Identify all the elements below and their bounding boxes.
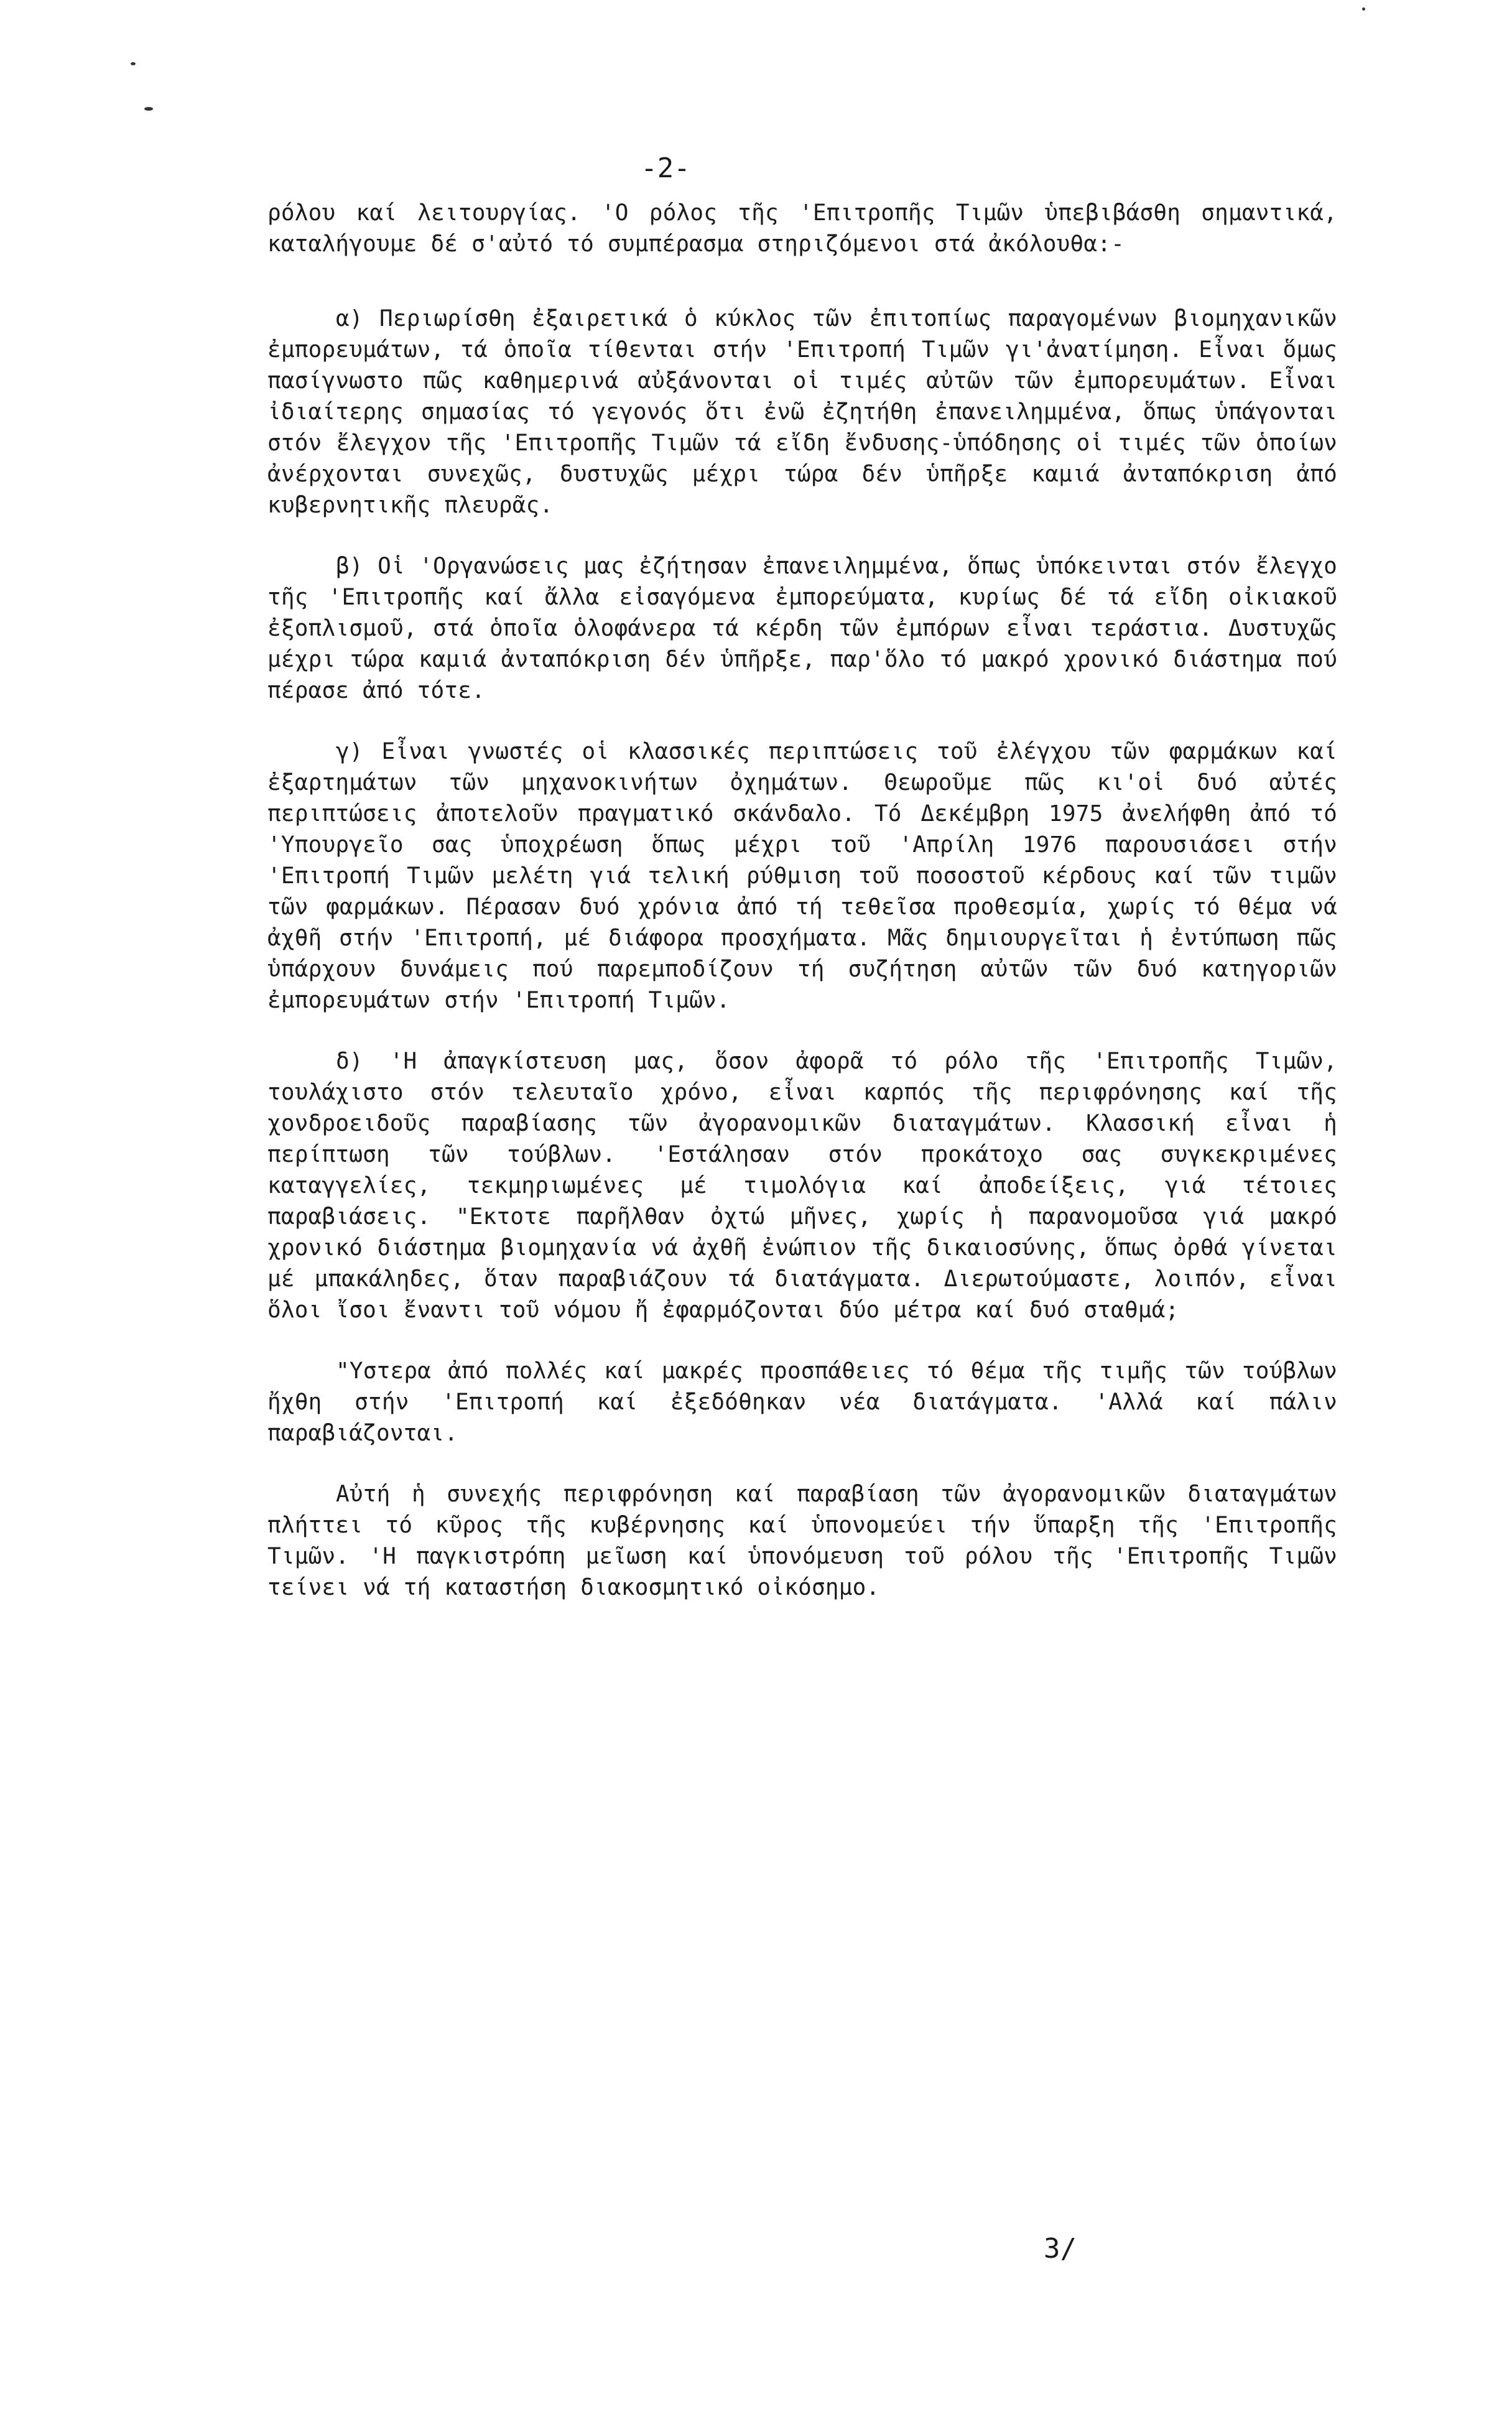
continuation-marker: 3/ bbox=[1044, 2233, 1077, 2265]
letter-body bbox=[267, 198, 1337, 1633]
scan-speck bbox=[131, 62, 136, 65]
paragraph-conclusion: Αὐτή ἡ συνεχής περιφρόνηση καί παραβίαση τῶν ἀγορανομικῶν διαταγμάτων πλήττει τό κῦρος τῆς κυβέρνησης καί ὑπονομεύει τήν ὕπαρξη τῆς 'Επιτροπῆς Τιμῶν. 'Η παγκιστρόπη μεῖωση καί ὑπονόμευση τοῦ ρόλου τῆς 'Επιτροπῆς Τιμῶν τείνει νά τή καταστήση διακοσμητικό οἰκόσημο. bbox=[267, 1482, 1337, 1600]
paragraph-d: δ) 'Η ἀπαγκίστευση μας, ὅσον ἀφορᾶ τό ρόλο τῆς 'Επιτροπῆς Τιμῶν, τουλάχιστο στόν τελευταῖο χρόνο, εἶναι καρπός τῆς περιφρόνησης καί τῆς χονδροειδοῦς παραβίασης τῶν ἀγορανομικῶν διαταγμάτων. Κλασσική εἶναι ἡ περίπτωση τῶν τούβλων. 'Εστάλησαν στόν προκάτοχο σας συγκεκριμένες καταγγελίες, τεκμηριωμένες μέ τιμολόγια καί ἀποδείξεις, γιά τέτοιες παραβιάσεις. "Εκτοτε παρῆλθαν ὀχτώ μῆνες, χωρίς ἡ παρανομοῦσα γιά μακρό χρονικό διάστημα βιομηχανία νά ἀχθῆ ἐνώπιον τῆς δικαιοσύνης, ὅπως ὀρθά γίνεται μέ μπακάληδες, ὅταν παραβιάζουν τά διατάγματα. Διερωτούμαστε, λοιπόν, εἶναι ὅλοι ἴσοι ἔναντι τοῦ νόμου ἤ ἐφαρμόζονται δύο μέτρα καί δυό σταθμά; bbox=[267, 1049, 1337, 1323]
paragraph-c: γ) Εἶναι γνωστές οἱ κλασσικές περιπτώσεις τοῦ ἐλέγχου τῶν φαρμάκων καί ἐξαρτημάτων τῶν μηχανοκινήτων ὀχημάτων. Θεωροῦμε πῶς κι'οἱ δυό αὐτές περιπτώσεις ἀποτελοῦν πραγματικό σκάνδαλο. Τό Δεκέμβρη 1975 ἀνελήφθη ἀπό τό 'Υπουργεῖο σας ὑποχρέωση ὅπως μέχρι τοῦ 'Απρίλη 1976 παρουσιάσει στήν 'Επιτροπή Τιμῶν μελέτη γιά τελική ρύθμιση τοῦ ποσοστοῦ κέρδους καί τῶν τιμῶν τῶν φαρμάκων. Πέρασαν δυό χρόνια ἀπό τή τεθεῖσα προθεσμία, χωρίς τό θέμα νά ἀχθῆ στήν 'Επιτροπή, μέ διάφορα προσχήματα. Μᾶς δημιουργεῖται ἡ ἐντύπωση πῶς ὑπάρχουν δυνάμεις πού παρεμποδίζουν τή συζήτηση αὐτῶν τῶν δυό κατηγοριῶν ἐμπορευμάτων στήν 'Επιτροπή Τιμῶν. bbox=[267, 739, 1337, 1013]
paragraph-bricks: "Υστερα ἀπό πολλές καί μακρές προσπάθειες τό θέμα τῆς τιμῆς τῶν τούβλων ἤχθη στήν 'Επιτροπή καί ἐξεδόθηκαν νέα διατάγματα. 'Αλλά καί πάλιν παραβιάζονται. bbox=[267, 1358, 1337, 1446]
page-number: -2- bbox=[641, 152, 690, 184]
paragraph-intro: ρόλου καί λειτουργίας. 'Ο ρόλος τῆς 'Επιτροπῆς Τιμῶν ὑπεβιβάσθη σημαντικά, καταλήγουμε δέ σ'αὐτό τό συμπέρασμα στηριζόμενοι στά ἀκόλουθα:- bbox=[267, 200, 1337, 257]
scan-speck bbox=[144, 107, 153, 111]
paragraph-b: β) Οἱ 'Οργανώσεις μας ἐζήτησαν ἐπανειλημμένα, ὅπως ὑπόκεινται στόν ἔλεγχο τῆς 'Επιτροπῆς καί ἄλλα εἰσαγόμενα ἐμπορεύματα, κυρίως δέ τά εἴδη οἰκιακοῦ ἐξοπλισμοῦ, στά ὁποῖα ὁλοφάνερα τά κέρδη τῶν ἐμπόρων εἶναι τεράστια. Δυστυχῶς μέχρι τώρα καμιά ἀνταπόκριση δέν ὑπῆρξε, παρ'ὅλο τό μακρό χρονικό διάστημα πού πέρασε ἀπό τότε. bbox=[267, 554, 1337, 703]
paragraph-a: α) Περιωρίσθη ἐξαιρετικά ὁ κύκλος τῶν ἐπιτοπίως παραγομένων βιομηχανικῶν ἐμπορευμάτων, τά ὁποῖα τίθενται στήν 'Επιτροπή Τιμῶν γι'ἀνατίμηση. Εἶναι ὅμως πασίγνωστο πῶς καθημερινά αὐξάνονται οἱ τιμές αὐτῶν τῶν ἐμπορευμάτων. Εἶναι ἰδιαίτερης σημασίας τό γεγονός ὅτι ἐνῶ ἐζητήθη ἐπανειλημμένα, ὅπως ὑπάγονται στόν ἔλεγχον τῆς 'Επιτροπῆς Τιμῶν τά εἴδη ἔνδυσης-ὑπόδησης οἱ τιμές τῶν ὁποίων ἀνέρχονται συνεχῶς, δυστυχῶς μέχρι τώρα δέν ὑπῆρξε καμιά ἀνταπόκριση ἀπό κυβερνητικῆς πλευρᾶς. bbox=[267, 306, 1337, 518]
scan-speck bbox=[1362, 7, 1365, 11]
